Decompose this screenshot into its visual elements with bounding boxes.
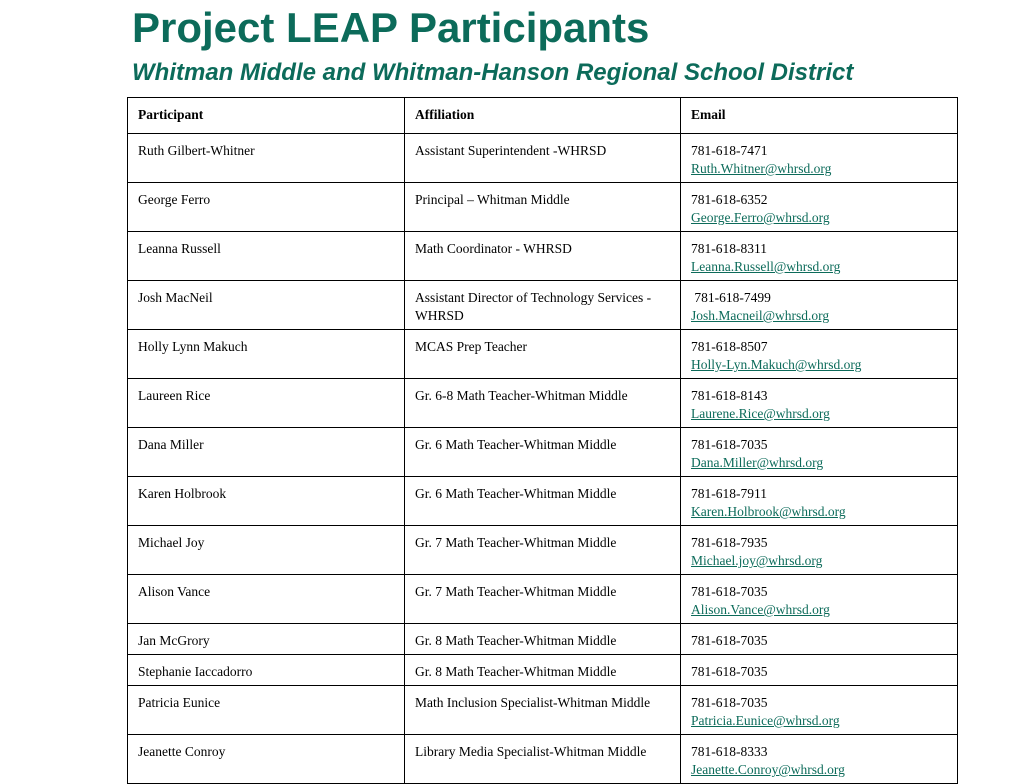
phone-number: 781-618-6352	[691, 192, 768, 207]
affiliation-cell: Math Inclusion Specialist-Whitman Middle	[405, 686, 681, 735]
participant-cell: Jan McGrory	[128, 624, 405, 655]
affiliation-cell: Assistant Director of Technology Services - WHRSD	[405, 281, 681, 330]
affiliation-cell: MCAS Prep Teacher	[405, 330, 681, 379]
email-link[interactable]: Laurene.Rice@whrsd.org	[691, 406, 830, 421]
contact-cell	[681, 134, 958, 183]
email-link[interactable]: Patricia.Eunice@whrsd.org	[691, 713, 840, 728]
header-affiliation: Affiliation	[405, 98, 681, 134]
participant-cell: Karen Holbrook	[128, 477, 405, 526]
table-row	[128, 134, 958, 183]
affiliation-cell: Gr. 8 Math Teacher-Whitman Middle	[405, 624, 681, 655]
contact-cell	[681, 379, 958, 428]
contact-cell	[681, 428, 958, 477]
header-participant: Participant	[128, 98, 405, 134]
participant-cell: Ruth Gilbert-Whitner	[128, 134, 405, 183]
affiliation-cell: Gr. 7 Math Teacher-Whitman Middle	[405, 575, 681, 624]
contact-cell	[681, 624, 958, 655]
email-link[interactable]: Ruth.Whitner@whrsd.org	[691, 161, 832, 176]
phone-number: 781-618-7035	[691, 633, 768, 648]
affiliation-cell: Principal – Whitman Middle	[405, 183, 681, 232]
page-title: Project LEAP Participants	[132, 4, 650, 51]
contact-cell	[681, 735, 958, 784]
table-row	[128, 575, 958, 624]
contact-cell	[681, 655, 958, 686]
participant-cell: Leanna Russell	[128, 232, 405, 281]
table-row	[128, 428, 958, 477]
phone-number: 781-618-8507	[691, 339, 768, 354]
table-row	[128, 379, 958, 428]
affiliation-cell: Math Coordinator - WHRSD	[405, 232, 681, 281]
contact-cell	[681, 183, 958, 232]
table-row	[128, 477, 958, 526]
email-link[interactable]: Karen.Holbrook@whrsd.org	[691, 504, 846, 519]
table-row	[128, 655, 958, 686]
phone-number: 781-618-7035	[691, 584, 768, 599]
affiliation-cell: Assistant Superintendent -WHRSD	[405, 134, 681, 183]
table-header-row	[128, 98, 958, 134]
participant-cell: George Ferro	[128, 183, 405, 232]
participant-cell: Holly Lynn Makuch	[128, 330, 405, 379]
participant-cell: Laureen Rice	[128, 379, 405, 428]
email-link[interactable]: Holly-Lyn.Makuch@whrsd.org	[691, 357, 862, 372]
phone-number: 781-618-7035	[691, 664, 768, 679]
participant-cell: Josh MacNeil	[128, 281, 405, 330]
phone-number: 781-618-7471	[691, 143, 768, 158]
email-link[interactable]: Michael.joy@whrsd.org	[691, 553, 823, 568]
contact-cell	[681, 686, 958, 735]
participant-cell: Michael Joy	[128, 526, 405, 575]
phone-number: 781-618-7035	[691, 437, 768, 452]
affiliation-cell: Gr. 6 Math Teacher-Whitman Middle	[405, 477, 681, 526]
table-row	[128, 686, 958, 735]
table-row	[128, 281, 958, 330]
phone-number: 781-618-8143	[691, 388, 768, 403]
table-row	[128, 183, 958, 232]
table-row	[128, 735, 958, 784]
phone-number: 781-618-8311	[691, 241, 767, 256]
email-link[interactable]: Leanna.Russell@whrsd.org	[691, 259, 841, 274]
participants-table	[127, 97, 958, 784]
contact-cell	[681, 477, 958, 526]
table-row	[128, 526, 958, 575]
affiliation-cell: Gr. 8 Math Teacher-Whitman Middle	[405, 655, 681, 686]
table-row	[128, 232, 958, 281]
participant-cell: Alison Vance	[128, 575, 405, 624]
email-link[interactable]: Jeanette.Conroy@whrsd.org	[691, 762, 845, 777]
phone-number: 781-618-7935	[691, 535, 768, 550]
contact-cell	[681, 526, 958, 575]
header-email: Email	[681, 98, 958, 134]
participant-cell: Patricia Eunice	[128, 686, 405, 735]
table-body	[128, 134, 958, 784]
contact-cell	[681, 232, 958, 281]
affiliation-cell: Gr. 6 Math Teacher-Whitman Middle	[405, 428, 681, 477]
phone-number: 781-618-7499	[691, 290, 771, 305]
participant-cell: Stephanie Iaccadorro	[128, 655, 405, 686]
phone-number: 781-618-7911	[691, 486, 767, 501]
contact-cell	[681, 281, 958, 330]
phone-number: 781-618-8333	[691, 744, 768, 759]
table-row	[128, 330, 958, 379]
contact-cell	[681, 330, 958, 379]
affiliation-cell: Library Media Specialist-Whitman Middle	[405, 735, 681, 784]
phone-number: 781-618-7035	[691, 695, 768, 710]
contact-cell	[681, 575, 958, 624]
affiliation-cell: Gr. 6-8 Math Teacher-Whitman Middle	[405, 379, 681, 428]
participant-cell: Jeanette Conroy	[128, 735, 405, 784]
email-link[interactable]: Dana.Miller@whrsd.org	[691, 455, 824, 470]
participant-cell: Dana Miller	[128, 428, 405, 477]
table-row	[128, 624, 958, 655]
page-subtitle: Whitman Middle and Whitman-Hanson Regional School District	[132, 59, 854, 86]
email-link[interactable]: Josh.Macneil@whrsd.org	[691, 308, 830, 323]
email-link[interactable]: George.Ferro@whrsd.org	[691, 210, 830, 225]
affiliation-cell: Gr. 7 Math Teacher-Whitman Middle	[405, 526, 681, 575]
email-link[interactable]: Alison.Vance@whrsd.org	[691, 602, 830, 617]
